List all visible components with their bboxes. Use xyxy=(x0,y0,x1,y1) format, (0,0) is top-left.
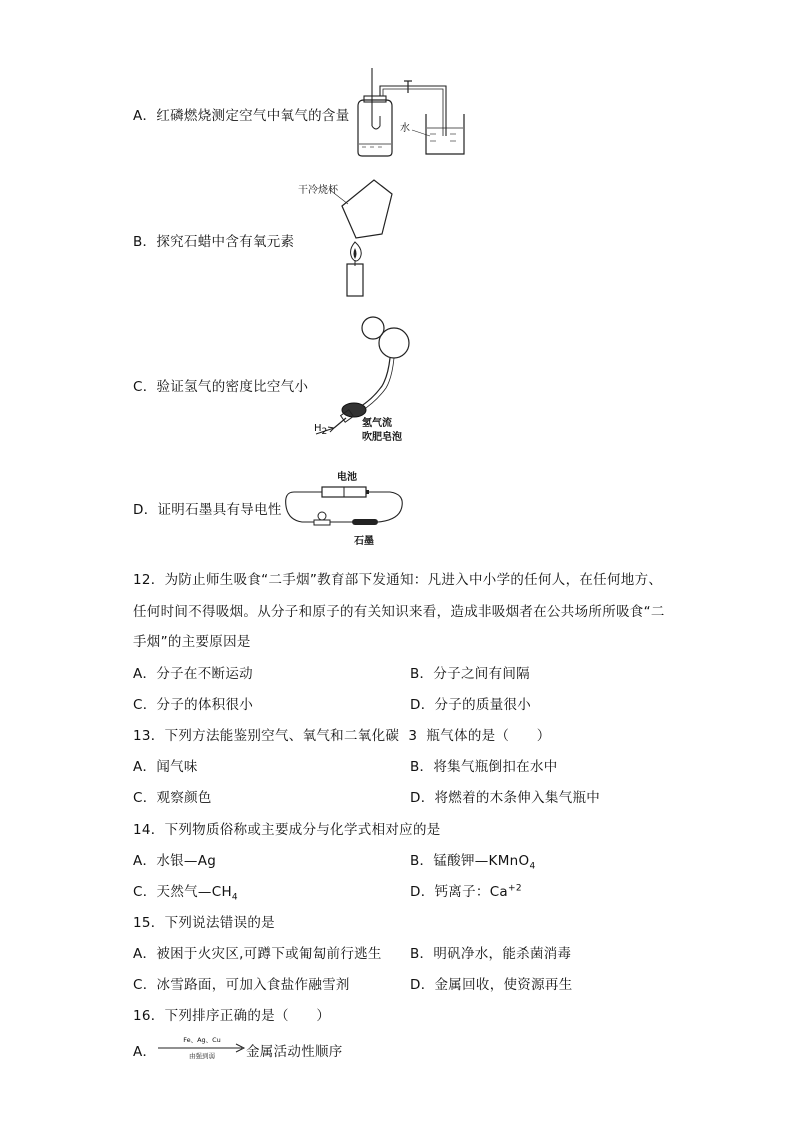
q16-option-a-prefix: A． xyxy=(133,1044,157,1060)
q13-option-c: C．观察颜色 xyxy=(133,790,212,806)
q16-stem: 16．下列排序正确的是（ ） xyxy=(133,1008,331,1024)
q12-option-b: B．分子之间有间隔 xyxy=(410,666,530,682)
fig-c-label-2: 吹肥皂泡 xyxy=(362,432,402,443)
q15-option-c: C．冰雪路面，可加入食盐作融雪剂 xyxy=(133,977,350,993)
q14-option-c: C．天然气$—CH_4$ xyxy=(133,884,238,903)
q16-option-a-text: 金属活动性顺序 xyxy=(246,1044,343,1060)
q13-option-d: D．将燃着的木条伸入集气瓶中 xyxy=(410,790,601,806)
q11-option-c: C．验证氢气的密度比空气小 xyxy=(133,379,309,395)
q15-stem: 15．下列说法错误的是 xyxy=(133,915,275,931)
q15-option-b: B．明矾净水，能杀菌消毒 xyxy=(410,946,572,962)
fig-a-water-label: 水 xyxy=(400,123,410,134)
q16-arrow-top-label: Fe、Ag、Cu xyxy=(183,1036,221,1044)
q12-stem-line3: 手烟”的主要原因是 xyxy=(133,634,251,650)
q12-option-a: A．分子在不断运动 xyxy=(133,666,253,682)
q12-option-c: C．分子的体积很小 xyxy=(133,697,254,713)
q12-stem-line2: 任何时间不得吸烟。从分子和原子的有关知识来看，造成非吸烟者在公共场所所吸食“二 xyxy=(133,604,665,620)
q12-stem-line1: 12．为防止师生吸食“二手烟”教育部下发通知：凡进入中小学的任何人，在任何地方、 xyxy=(133,572,663,588)
fig-c-h2-label: $H_2$ xyxy=(314,423,328,437)
q14-option-d: D．钙离子：$Ca^{+2}$ xyxy=(410,883,522,900)
q11-option-b: B．探究石蜡中含有氧元素 xyxy=(133,234,295,250)
fig-c-label-1: 氢气流 xyxy=(362,418,392,429)
q14-option-b: B．锰酸钾—KMnO$_4$ xyxy=(410,853,536,872)
q12-option-d: D．分子的质量很小 xyxy=(410,697,532,713)
q11-option-d: D．证明石墨具有导电性 xyxy=(133,502,282,518)
q15-option-d: D．金属回收，使资源再生 xyxy=(410,977,573,993)
fig-graphite-circuit xyxy=(282,480,408,530)
fig-phosphorus-apparatus xyxy=(350,66,470,160)
fig-candle-beaker xyxy=(330,176,410,300)
fig-d-battery-label: 电池 xyxy=(337,472,357,483)
q11-option-a: A．红磷燃烧测定空气中氧气的含量 xyxy=(133,108,350,124)
q16-arrow-bottom-label: 由强到弱 xyxy=(189,1052,215,1060)
q14-stem: 14．下列物质俗称或主要成分与化学式相对应的是 xyxy=(133,822,441,838)
fig-d-graphite-label: 石墨 xyxy=(354,536,374,547)
q13-option-a: A．闻气味 xyxy=(133,759,198,775)
q13-stem: 13．下列方法能鉴别空气、氧气和二氧化碳 3 瓶气体的是（ ） xyxy=(133,728,551,744)
q14-option-a: A．水银—Ag xyxy=(133,853,217,869)
q15-option-a: A．被困于火灾区,可蹲下或匍匐前行逃生 xyxy=(133,946,382,962)
q13-option-b: B．将集气瓶倒扣在水中 xyxy=(410,759,558,775)
fig-b-beaker-label: 干冷烧杯 xyxy=(298,185,338,196)
